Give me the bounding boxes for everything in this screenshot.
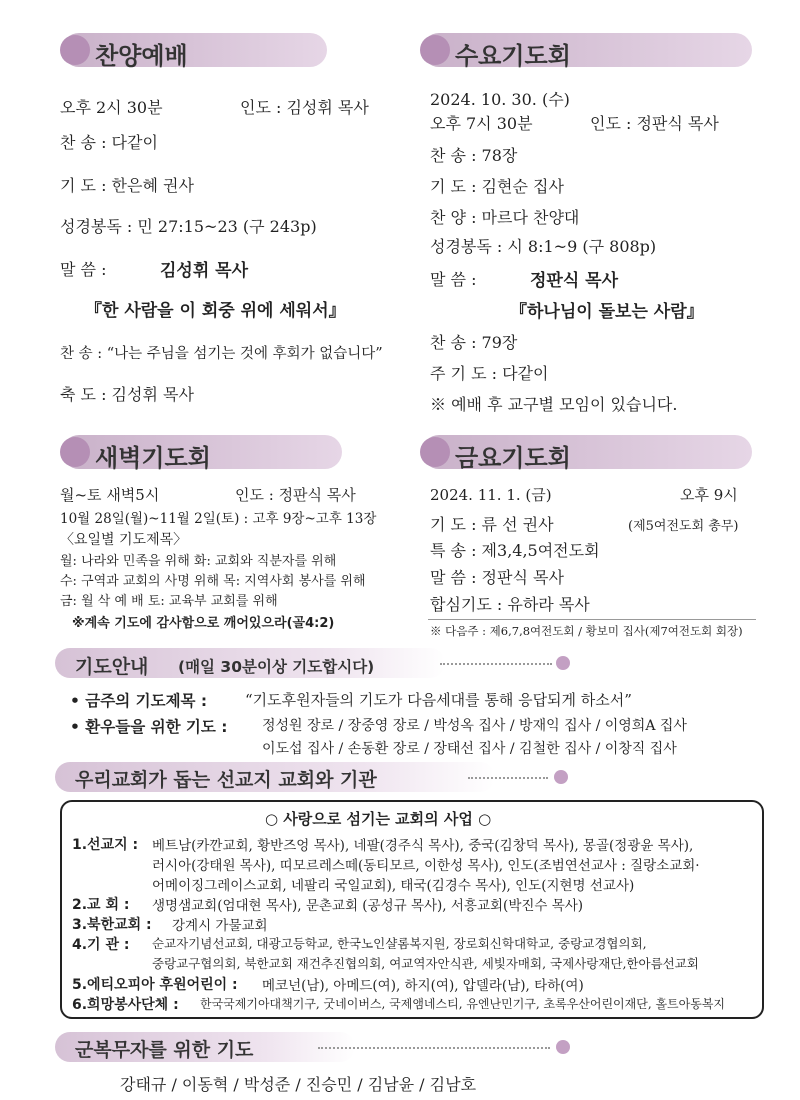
divider	[428, 619, 756, 620]
mission-label: 5.에티오피아 후원어린이 :	[72, 977, 238, 993]
friday-prayer: 기 도 : 류 선 권사	[430, 515, 554, 534]
dotted-leader	[318, 1047, 550, 1049]
end-dot-icon	[556, 1040, 570, 1054]
mission-text: 중랑교구협의회, 북한교회 재건추진협의회, 여교역자안식관, 세빛자매회, 국제사랑재단,한아름선교회	[152, 956, 699, 971]
sunday-time: 오후 2시 30분	[60, 98, 163, 117]
mission-label: 6.희망봉사단체 :	[72, 997, 179, 1013]
dawn-topic: 금: 월 삭 예 배 토: 교육부 교회를 위해	[60, 594, 278, 609]
dawn-topics-header: 〈요일별 기도제목〉	[60, 532, 188, 548]
wednesday-hymn: 찬 송 : 78장	[430, 146, 518, 165]
friday-sermon: 말 씀 : 정판식 목사	[430, 568, 564, 587]
sunday-prayer: 기 도 : 한은혜 권사	[60, 176, 194, 195]
banner-dot-icon	[420, 35, 450, 65]
sunday-leader: 인도 : 김성휘 목사	[240, 98, 369, 117]
mission-text: 강계시 가물교회	[172, 918, 268, 934]
mission-text: 한국국제기아대책기구, 굿네이버스, 국제앰네스티, 유엔난민기구, 초록우산어린이재단, 홀트아동복지	[200, 997, 726, 1011]
patients-line: 정성원 장로 / 장중영 장로 / 박성옥 집사 / 방재익 집사 / 이영희A 집사	[262, 718, 687, 734]
prayer-topic-label: • 금주의 기도제목 :	[70, 692, 208, 710]
wednesday-sermon-title: 『하나님이 돌보는 사람』	[510, 302, 704, 322]
sunday-title: 찬양예배	[95, 42, 188, 70]
dawn-verse: ※계속 기도에 감사함으로 깨어있으라(골4:2)	[72, 616, 335, 631]
dawn-topic: 수: 구역과 교회의 사명 위해 목: 지역사회 봉사를 위해	[60, 574, 366, 589]
prayer-guide-title: 기도안내	[75, 656, 149, 678]
mission-text: 순교자기념선교회, 대광고등학교, 한국노인샬롬복지원, 장로회신학대학교, 중랑교경협의회,	[152, 936, 647, 951]
mission-label: 3.북한교회 :	[72, 917, 152, 933]
wednesday-leader: 인도 : 정판식 목사	[590, 114, 719, 133]
missions-box-title: ○ 사랑으로 섬기는 교회의 사업 ○	[265, 810, 492, 828]
wednesday-notice: ※ 예배 후 교구별 모임이 있습니다.	[430, 395, 678, 414]
dotted-leader	[468, 777, 548, 779]
mission-text: 생명샘교회(엄대현 목사), 문촌교회 (공성규 목사), 서흥교회(박진수 목사)	[152, 898, 584, 914]
dotted-leader	[440, 663, 552, 665]
mission-text: 베트남(카깐교회, 황반즈엉 목사), 네팔(경주식 목사), 중국(김창덕 목사), 몽골(정광윤 목사),	[152, 838, 694, 854]
friday-prayer-note: (제5여전도회 총무)	[628, 519, 739, 534]
soldiers-names: 강태규 / 이동혁 / 박성준 / 진승민 / 김남윤 / 김남호	[120, 1075, 477, 1094]
patients-label: • 환우들을 위한 기도 :	[70, 718, 228, 736]
mission-label: 1.선교지 :	[72, 837, 139, 853]
missions-title: 우리교회가 돕는 선교지 교회와 기관	[75, 769, 377, 791]
wednesday-closing-hymn: 찬 송 : 79장	[430, 333, 518, 352]
dawn-topic: 월: 나라와 민족을 위해 화: 교회와 직분자를 위해	[60, 554, 337, 569]
friday-date: 2024. 11. 1. (금)	[430, 486, 552, 504]
sunday-benediction: 축 도 : 김성휘 목사	[60, 385, 194, 404]
wednesday-date: 2024. 10. 30. (수)	[430, 90, 570, 109]
sunday-closing-hymn: 찬 송 : “나는 주님을 섬기는 것에 후회가 없습니다”	[60, 346, 383, 362]
prayer-guide-subtitle: (매일 30분이상 기도합시다)	[178, 658, 375, 676]
friday-unison: 합심기도 : 유하라 목사	[430, 595, 590, 614]
wednesday-title: 수요기도회	[455, 42, 571, 70]
dawn-period: 10월 28일(월)~11월 2일(토) : 고후 9장~고후 13장	[60, 511, 377, 527]
friday-title: 금요기도회	[455, 444, 571, 472]
wednesday-scripture: 성경봉독 : 시 8:1~9 (구 808p)	[430, 237, 657, 256]
mission-label: 2.교 회 :	[72, 897, 130, 913]
mission-text: 러시아(강태원 목사), 띠모르레스떼(동티모르, 이한성 목사), 인도(조범연선교사 : 질랑소교회·	[152, 858, 700, 874]
sunday-sermon-title: 『한 사람을 이 회중 위에 세워서』	[85, 301, 346, 321]
end-dot-icon	[556, 656, 570, 670]
wednesday-sermon-label: 말 씀 :	[430, 270, 477, 289]
wednesday-time: 오후 7시 30분	[430, 114, 533, 133]
soldiers-title: 군복무자를 위한 기도	[75, 1039, 254, 1061]
dawn-days: 월~토 새벽5시	[60, 486, 160, 504]
wednesday-lords-prayer: 주 기 도 : 다같이	[430, 364, 549, 383]
friday-next: ※ 다음주 : 제6,7,8여전도회 / 황보미 집사(제7여전도회 회장)	[430, 624, 743, 638]
dawn-title: 새벽기도회	[95, 444, 211, 472]
sunday-scripture: 성경봉독 : 민 27:15~23 (구 243p)	[60, 217, 317, 236]
mission-label: 4.기 관 :	[72, 937, 130, 953]
sunday-sermon-label: 말 씀 :	[60, 260, 107, 279]
banner-dot-icon	[60, 437, 90, 467]
prayer-topic-text: “기도후원자들의 기도가 다음세대를 통해 응답되게 하소서”	[245, 691, 632, 709]
wednesday-praise: 찬 양 : 마르다 찬양대	[430, 208, 580, 227]
banner-dot-icon	[420, 437, 450, 467]
dawn-leader: 인도 : 정판식 목사	[235, 486, 356, 504]
sunday-hymn: 찬 송 : 다같이	[60, 133, 158, 152]
banner-dot-icon	[60, 35, 90, 65]
wednesday-sermon-speaker: 정판식 목사	[530, 271, 619, 291]
sunday-sermon-speaker: 김성휘 목사	[160, 261, 249, 281]
mission-text: 메코넌(남), 아메드(여), 하지(여), 압델라(남), 타하(여)	[262, 978, 584, 994]
end-dot-icon	[554, 770, 568, 784]
patients-line: 이도섭 집사 / 손동환 장로 / 장태선 집사 / 김철한 집사 / 이창직 집사	[262, 741, 677, 757]
friday-time: 오후 9시	[680, 486, 738, 504]
wednesday-prayer: 기 도 : 김현순 집사	[430, 177, 564, 196]
friday-hymn: 특 송 : 제3,4,5여전도회	[430, 541, 600, 560]
mission-text: 어메이징그레이스교회, 네팔리 국일교회), 태국(김경수 목사), 인도(지현명 선교사)	[152, 878, 635, 894]
